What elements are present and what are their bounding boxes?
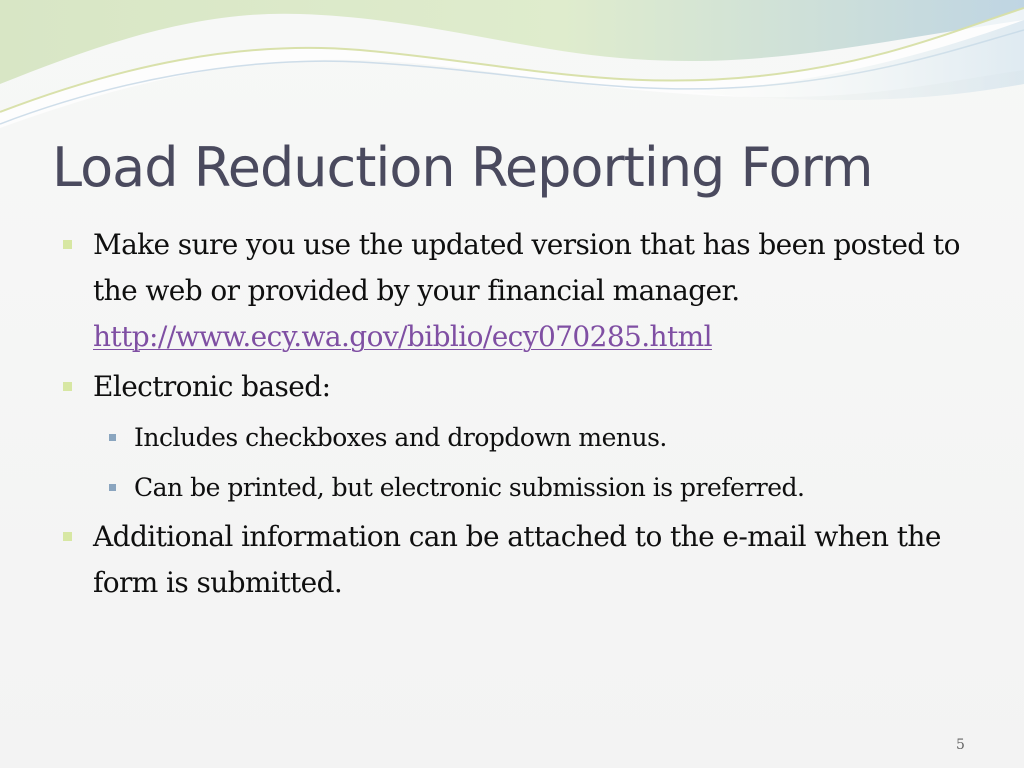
bullet-item-additional-information [62, 514, 962, 606]
slide-page-number: 5 [956, 737, 965, 753]
slide-content [62, 222, 962, 610]
bullet-item-updated-version [62, 222, 962, 360]
square-bullet-icon [63, 382, 72, 391]
slide-title: Load Reduction Reporting Form [52, 136, 873, 199]
bullet-text: Electronic based: [93, 370, 331, 403]
bullet-text: Make sure you use the updated version that has been posted to the web or provided by your financial manager. [93, 228, 960, 307]
small-square-bullet-icon [109, 484, 116, 491]
square-bullet-icon [63, 240, 72, 249]
sub-bullet-printing [62, 466, 962, 510]
sub-bullet-checkboxes [62, 416, 962, 460]
decorative-header-swoosh [0, 0, 1024, 130]
form-link[interactable]: http://www.ecy.wa.gov/biblio/ecy070285.html [93, 320, 712, 353]
sub-bullet-text: Can be printed, but electronic submission is preferred. [134, 473, 805, 502]
bullet-item-electronic-based [62, 364, 962, 410]
bullet-text: Additional information can be attached to the e-mail when the form is submitted. [93, 520, 941, 599]
small-square-bullet-icon [109, 434, 116, 441]
sub-bullet-text: Includes checkboxes and dropdown menus. [134, 423, 667, 452]
square-bullet-icon [63, 532, 72, 541]
